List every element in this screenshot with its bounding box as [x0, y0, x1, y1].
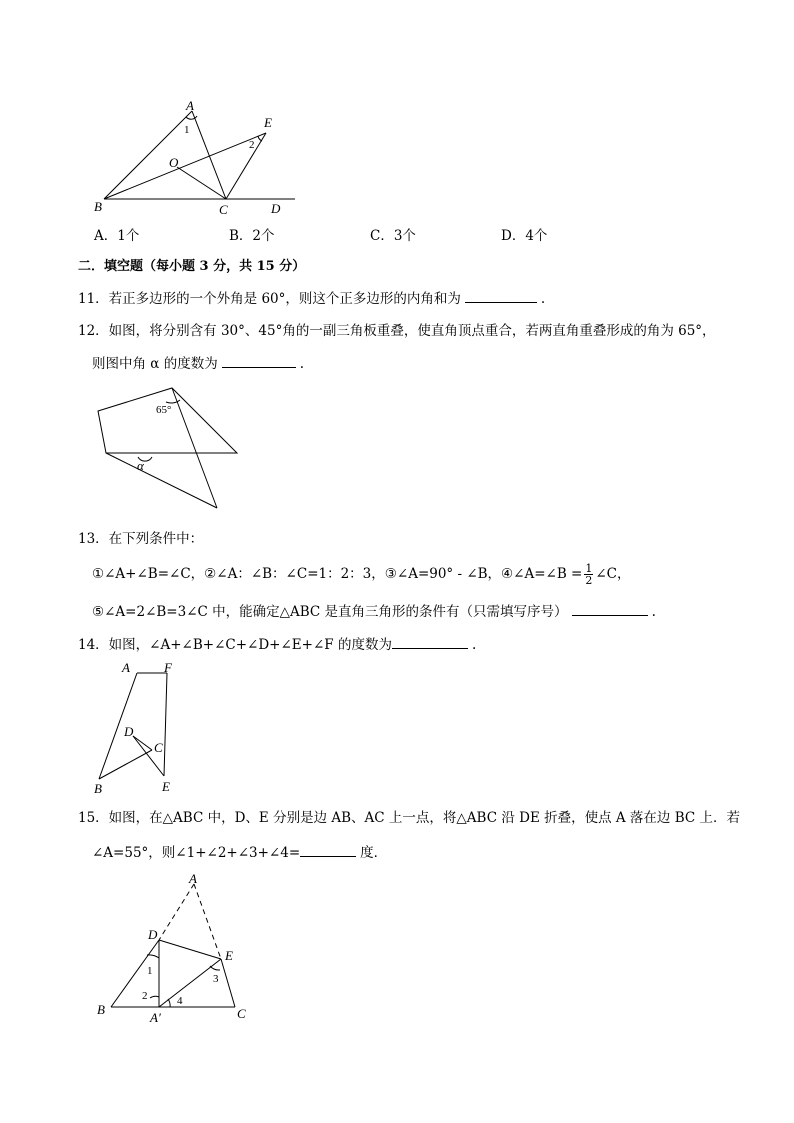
label-1: 1	[184, 124, 190, 136]
question-13-conditions-1	[92, 563, 631, 586]
question-14	[78, 634, 476, 654]
question-15-line2	[92, 842, 387, 862]
q15-unit: 度．	[360, 845, 388, 861]
q11-end: .	[540, 291, 546, 307]
q14-end: .	[471, 637, 477, 653]
q10-option-b: B．2个	[229, 228, 275, 244]
label-A-prime: A′	[150, 1010, 161, 1025]
label-alpha: α	[137, 458, 144, 473]
label-D: D	[148, 927, 158, 942]
q11-text: 11．若正多边形的一个外角是 60°，则这个正多边形的内角和为	[78, 291, 461, 307]
section-title: 二．填空题（每小题 3 分，共 15 分）	[78, 259, 306, 274]
label-F: F	[164, 660, 172, 675]
question-13-conditions-2	[92, 601, 656, 621]
q12-answer-blank[interactable]	[222, 353, 296, 368]
q10-option-a: A．1个	[94, 228, 140, 244]
label-2: 2	[142, 990, 148, 1002]
figure-q10	[85, 95, 310, 220]
label-4: 4	[177, 995, 183, 1007]
q14-answer-blank[interactable]	[392, 634, 468, 649]
label-B: B	[94, 781, 102, 796]
label-O: O	[169, 155, 179, 170]
label-E: E	[225, 948, 233, 963]
q10-option-c: C．3个	[370, 228, 416, 244]
label-A: A	[122, 660, 130, 675]
question-12-line1: 12．如图，将分别含有 30°、45°角的一副三角板重叠，使直角顶点重合，若两直角重叠形成的角为 65°，	[78, 323, 716, 339]
q12-end: .	[299, 356, 304, 372]
label-2: 2	[249, 139, 255, 151]
fraction-one-half: $\frac{1}{2}$	[585, 562, 593, 587]
question-13-intro: 13．在下列条件中：	[78, 531, 204, 547]
label-B: B	[97, 1002, 105, 1017]
q13-text: ⑤∠A=2∠B=3∠C 中，能确定△ABC 是直角三角形的条件有（只需填写序号）	[92, 604, 568, 620]
label-E: E	[264, 115, 272, 130]
q11-answer-blank[interactable]	[465, 288, 537, 303]
label-D: D	[271, 201, 281, 216]
question-15-line1: 15．如图，在△ABC 中，D、E 分别是边 AB、AC 上一点，将△ABC 沿 DE 折叠，使点 A 落在边 BC 上．若	[78, 810, 740, 826]
label-C: C	[237, 1006, 246, 1021]
q13-conditions-text: ①∠A+∠B=∠C，②∠A：∠B：∠C=1：2：3，③∠A=90° - ∠B，④∠A=∠B =	[92, 566, 583, 582]
label-A: A	[189, 871, 197, 886]
label-D: D	[124, 724, 134, 739]
q10-option-d: D．4个	[501, 228, 548, 244]
figure-q15	[92, 868, 257, 1028]
q15-answer-blank[interactable]	[300, 842, 356, 857]
q13-answer-blank[interactable]	[572, 601, 648, 616]
question-12-line2	[92, 353, 304, 373]
q13-end: .	[651, 604, 656, 620]
label-3: 3	[213, 973, 219, 985]
label-65: 65°	[156, 404, 172, 416]
figure-q12	[90, 378, 250, 513]
label-C: C	[219, 202, 228, 217]
label-E: E	[162, 779, 170, 794]
label-B: B	[94, 199, 102, 214]
figure-q14	[88, 658, 198, 798]
q12-text: 则图中角 α 的度数为	[92, 356, 218, 372]
label-C: C	[154, 740, 163, 755]
question-11	[78, 288, 545, 308]
q14-text: 14．如图，∠A+∠B+∠C+∠D+∠E+∠F 的度数为	[78, 637, 392, 653]
label-1: 1	[147, 965, 153, 977]
q13-conditions-tail: ∠C，	[595, 566, 631, 582]
label-A: A	[186, 98, 194, 113]
q15-text: ∠A=55°，则∠1+∠2+∠3+∠4=	[92, 845, 301, 861]
